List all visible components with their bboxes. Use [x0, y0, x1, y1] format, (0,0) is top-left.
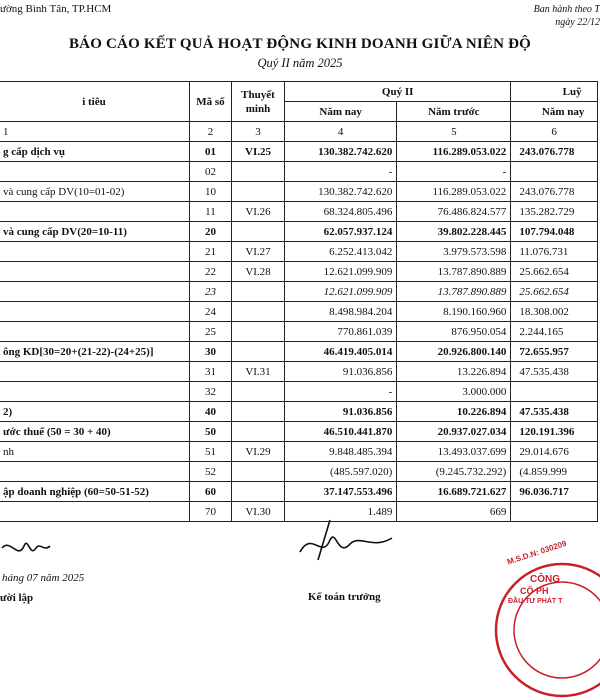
table-row: [0, 442, 598, 462]
table-row: [0, 362, 598, 382]
row-ma-so: 20: [189, 222, 231, 242]
index-cell: 3: [232, 122, 285, 142]
company-stamp: [492, 538, 600, 700]
row-luy-ke: [511, 382, 598, 402]
row-nam-nay: 68.324.805.496: [284, 202, 396, 222]
row-thuyet-minh: VI.29: [232, 442, 285, 462]
row-nam-nay: -: [284, 162, 396, 182]
index-cell: 2: [189, 122, 231, 142]
row-nam-nay: -: [284, 382, 396, 402]
row-nam-truoc: 3.000.000: [397, 382, 511, 402]
row-nam-nay: 130.382.742.620: [284, 142, 396, 162]
report-title: BÁO CÁO KẾT QUẢ HOẠT ĐỘNG KINH DOANH GIỮA NIÊN ĐỘ: [68, 36, 532, 52]
accountant-signature-stroke: [300, 520, 392, 560]
row-thuyet-minh: VI.28: [232, 262, 285, 282]
income-statement-table: [0, 81, 598, 522]
row-thuyet-minh: [232, 322, 285, 342]
row-chi-tieu: [0, 162, 189, 182]
table-row: [0, 222, 598, 242]
preparer-signature-stroke: [2, 543, 50, 550]
col-header-thuyet-minh: [232, 82, 285, 122]
row-nam-nay: 770.861.039: [284, 322, 396, 342]
row-ma-so: 23: [189, 282, 231, 302]
index-cell: 6: [511, 122, 598, 142]
table-row: [0, 462, 598, 482]
row-nam-nay: 130.382.742.620: [284, 182, 396, 202]
row-nam-nay: 6.252.413.042: [284, 242, 396, 262]
row-luy-ke: 18.308.002: [511, 302, 598, 322]
col-header-luy: Luỹ: [511, 82, 598, 102]
index-cell: 1: [0, 122, 189, 142]
row-chi-tieu: [0, 262, 189, 282]
table-row: [0, 142, 598, 162]
row-chi-tieu: [0, 502, 189, 522]
table-row: [0, 182, 598, 202]
col-header-quy: Quý II: [284, 82, 510, 102]
table-row: [0, 342, 598, 362]
row-chi-tieu: [0, 202, 189, 222]
row-luy-ke: 47.535.438: [511, 362, 598, 382]
row-chi-tieu: [0, 462, 189, 482]
row-luy-ke: 107.794.048: [511, 222, 598, 242]
row-chi-tieu: 2): [0, 402, 189, 422]
row-ma-so: 60: [189, 482, 231, 502]
row-ma-so: 70: [189, 502, 231, 522]
row-thuyet-minh: [232, 462, 285, 482]
row-thuyet-minh: [232, 402, 285, 422]
row-ma-so: 11: [189, 202, 231, 222]
row-ma-so: 02: [189, 162, 231, 182]
row-nam-truoc: 669: [397, 502, 511, 522]
row-ma-so: 21: [189, 242, 231, 262]
row-thuyet-minh: VI.26: [232, 202, 285, 222]
row-chi-tieu: g cấp dịch vụ: [0, 142, 189, 162]
row-nam-nay: 37.147.553.496: [284, 482, 396, 502]
row-luy-ke: 29.014.676: [511, 442, 598, 462]
signature-date: háng 07 năm 2025: [2, 572, 85, 584]
row-thuyet-minh: [232, 182, 285, 202]
col-header-luy-nam-nay: Năm nay: [511, 102, 598, 122]
row-thuyet-minh: VI.30: [232, 502, 285, 522]
row-ma-so: 51: [189, 442, 231, 462]
row-nam-truoc: 16.689.721.627: [397, 482, 511, 502]
row-luy-ke: [511, 162, 598, 182]
row-chi-tieu: ước thuế (50 = 30 + 40): [0, 422, 189, 442]
table-row: [0, 402, 598, 422]
row-luy-ke: 243.076.778: [511, 182, 598, 202]
row-thuyet-minh: VI.27: [232, 242, 285, 262]
row-ma-so: 10: [189, 182, 231, 202]
row-luy-ke: 135.282.729: [511, 202, 598, 222]
row-thuyet-minh: [232, 162, 285, 182]
header-regulation-line2: ngày 22/12: [555, 17, 600, 28]
row-nam-nay: 91.036.856: [284, 402, 396, 422]
table-row: [0, 482, 598, 502]
row-thuyet-minh: [232, 382, 285, 402]
row-nam-nay: 9.848.485.394: [284, 442, 396, 462]
row-chi-tieu: [0, 282, 189, 302]
row-nam-truoc: 8.190.160.960: [397, 302, 511, 322]
row-luy-ke: 120.191.396: [511, 422, 598, 442]
row-nam-truoc: 3.979.573.598: [397, 242, 511, 262]
row-luy-ke: 25.662.654: [511, 262, 598, 282]
report-subtitle: Quý II năm 2025: [257, 56, 343, 70]
table-row: [0, 242, 598, 262]
row-ma-so: 30: [189, 342, 231, 362]
row-thuyet-minh: VI.25: [232, 142, 285, 162]
row-thuyet-minh: [232, 302, 285, 322]
header-address: ường Bình Tân, TP.HCM: [0, 3, 112, 15]
row-ma-so: 50: [189, 422, 231, 442]
index-cell: 4: [284, 122, 396, 142]
row-thuyet-minh: [232, 422, 285, 442]
row-nam-nay: 46.419.405.014: [284, 342, 396, 362]
row-chi-tieu: ông KD[30=20+(21-22)-(24+25)]: [0, 342, 189, 362]
row-ma-so: 52: [189, 462, 231, 482]
row-nam-truoc: 39.802.228.445: [397, 222, 511, 242]
row-nam-nay: 12.621.099.909: [284, 282, 396, 302]
stamp-line1: CÔNG: [530, 574, 560, 585]
col-header-nam-nay: Năm nay: [284, 102, 396, 122]
col-header-nam-truoc: Năm trước: [397, 102, 511, 122]
row-nam-truoc: 13.493.037.699: [397, 442, 511, 462]
stamp-ring-text: M.S.D.N: 030209: [506, 538, 568, 567]
table-row: [0, 162, 598, 182]
row-nam-truoc: 20.937.027.034: [397, 422, 511, 442]
row-nam-nay: 46.510.441.870: [284, 422, 396, 442]
index-row: [0, 122, 598, 142]
row-luy-ke: 96.036.717: [511, 482, 598, 502]
row-thuyet-minh: [232, 222, 285, 242]
row-chi-tieu: và cung cấp DV(20=10-11): [0, 222, 189, 242]
row-chi-tieu: [0, 362, 189, 382]
row-thuyet-minh: [232, 482, 285, 502]
row-nam-truoc: 20.926.800.140: [397, 342, 511, 362]
row-luy-ke: [511, 502, 598, 522]
row-thuyet-minh: VI.31: [232, 362, 285, 382]
row-nam-truoc: 13.787.890.889: [397, 282, 511, 302]
table-row: [0, 302, 598, 322]
row-nam-nay: 62.057.937.124: [284, 222, 396, 242]
row-nam-truoc: -: [397, 162, 511, 182]
row-ma-so: 24: [189, 302, 231, 322]
row-nam-nay: 91.036.856: [284, 362, 396, 382]
col-header-thuyet-minh-line1: Thuyết: [241, 88, 275, 101]
stamp-line3: ĐẦU TƯ PHÁT T: [508, 598, 563, 605]
row-luy-ke: (4.859.999: [511, 462, 598, 482]
row-ma-so: 40: [189, 402, 231, 422]
row-nam-truoc: 10.226.894: [397, 402, 511, 422]
row-chi-tieu: [0, 322, 189, 342]
row-ma-so: 25: [189, 322, 231, 342]
row-luy-ke: 2.244.165: [511, 322, 598, 342]
row-chi-tieu: ập doanh nghiệp (60=50-51-52): [0, 482, 189, 502]
row-luy-ke: 25.662.654: [511, 282, 598, 302]
index-cell: 5: [397, 122, 511, 142]
row-chi-tieu: nh: [0, 442, 189, 462]
preparer-label: ười lập: [0, 592, 34, 604]
stamp-line2: CỔ PH: [520, 586, 549, 596]
row-nam-nay: 8.498.984.204: [284, 302, 396, 322]
row-nam-truoc: 76.486.824.577: [397, 202, 511, 222]
table-row: [0, 262, 598, 282]
table-row: [0, 322, 598, 342]
row-nam-truoc: 13.226.894: [397, 362, 511, 382]
table-row: [0, 202, 598, 222]
row-luy-ke: 47.535.438: [511, 402, 598, 422]
row-chi-tieu: và cung cấp DV(10=01-02): [0, 182, 189, 202]
row-thuyet-minh: [232, 342, 285, 362]
row-nam-nay: 12.621.099.909: [284, 262, 396, 282]
table-row: [0, 422, 598, 442]
row-nam-nay: 1.489: [284, 502, 396, 522]
row-luy-ke: 72.655.957: [511, 342, 598, 362]
chief-accountant-label: Kế toán trưởng: [308, 591, 381, 603]
row-thuyet-minh: [232, 282, 285, 302]
row-ma-so: 22: [189, 262, 231, 282]
table-row: [0, 502, 598, 522]
row-ma-so: 31: [189, 362, 231, 382]
row-nam-truoc: 116.289.053.022: [397, 142, 511, 162]
header-regulation: [534, 3, 600, 29]
row-ma-so: 32: [189, 382, 231, 402]
col-header-chi-tieu: i tiêu: [0, 82, 189, 122]
row-chi-tieu: [0, 302, 189, 322]
header-regulation-line1: Ban hành theo T: [533, 4, 600, 15]
row-luy-ke: 11.076.731: [511, 242, 598, 262]
row-nam-truoc: 13.787.890.889: [397, 262, 511, 282]
row-nam-truoc: (9.245.732.292): [397, 462, 511, 482]
table-row: [0, 382, 598, 402]
col-header-thuyet-minh-line2: minh: [245, 102, 271, 115]
row-nam-truoc: 116.289.053.022: [397, 182, 511, 202]
row-chi-tieu: [0, 242, 189, 262]
row-luy-ke: 243.076.778: [511, 142, 598, 162]
row-nam-truoc: 876.950.054: [397, 322, 511, 342]
row-nam-nay: (485.597.020): [284, 462, 396, 482]
row-chi-tieu: [0, 382, 189, 402]
table-row: [0, 282, 598, 302]
row-ma-so: 01: [189, 142, 231, 162]
col-header-ma-so: Mã số: [189, 82, 231, 122]
